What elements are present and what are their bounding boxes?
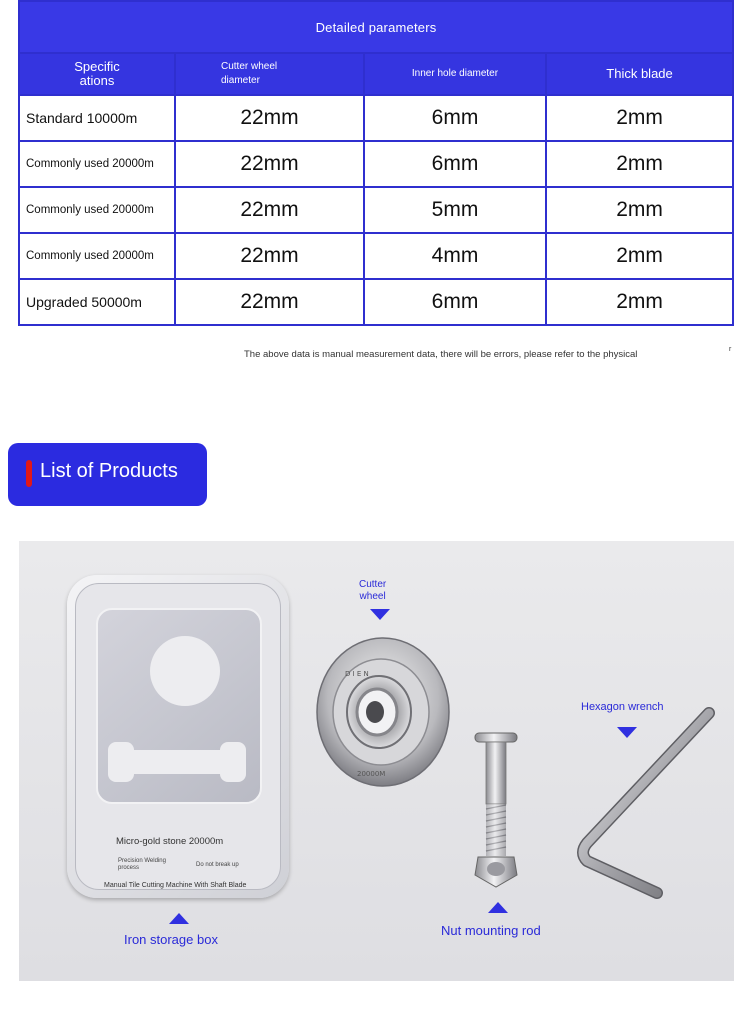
measurement-note: The above data is manual measurement data, there will be errors, please refer to the physical: [244, 349, 638, 360]
products-panel: [19, 541, 734, 981]
table-title-row: [19, 1, 733, 53]
cell-spec: Commonly used 20000m: [19, 187, 175, 233]
cell-hole-diameter: 6mm: [364, 141, 546, 187]
triangle-down-icon: [370, 609, 390, 620]
nut-mounting-rod-image: [471, 729, 521, 893]
wheel-number: 20000M: [357, 770, 386, 778]
box-label-right: Do not break up: [196, 862, 239, 868]
cell-spec: Upgraded 50000m: [19, 279, 175, 325]
cell-wheel-diameter: 22mm: [175, 141, 364, 187]
storage-box-window: [96, 608, 262, 804]
box-label-main: Micro-gold stone 20000m: [116, 836, 224, 847]
table-title: Detailed parameters: [19, 1, 733, 53]
cell-hole-diameter: 6mm: [364, 279, 546, 325]
wrench-caption: Hexagon wrench: [581, 701, 664, 713]
table-header-row: [19, 53, 733, 95]
header-thick-blade: Thick blade: [546, 53, 733, 95]
heading-marker: [26, 460, 32, 487]
hexagon-wrench-image: [577, 701, 717, 901]
box-label-left: Precision Welding process: [118, 858, 166, 871]
table-row: [19, 279, 733, 325]
cell-blade-thickness: 2mm: [546, 279, 733, 325]
wheel-caption: Cutter wheel: [359, 579, 387, 602]
cell-hole-diameter: 4mm: [364, 233, 546, 279]
triangle-up-icon: [488, 902, 508, 913]
cell-spec: Commonly used 20000m: [19, 141, 175, 187]
products-heading: List of Products: [40, 460, 178, 482]
table-row: [19, 95, 733, 141]
cell-wheel-diameter: 22mm: [175, 233, 364, 279]
storage-box-lid: [75, 583, 281, 890]
rod-slot: [112, 750, 242, 774]
cell-blade-thickness: 2mm: [546, 141, 733, 187]
cell-spec: Commonly used 20000m: [19, 233, 175, 279]
wheel-engraving: D I E N: [345, 670, 369, 678]
storage-box-image: [67, 575, 289, 898]
header-specifications: Specific ations: [19, 53, 175, 95]
parameters-table: [18, 0, 734, 326]
note-mark: r: [729, 346, 732, 353]
table-row: [19, 187, 733, 233]
box-label-bottom: Manual Tile Cutting Machine With Shaft Blade: [104, 882, 247, 889]
table-row: [19, 141, 733, 187]
cell-wheel-diameter: 22mm: [175, 279, 364, 325]
wheel-slot: [150, 636, 220, 706]
cell-wheel-diameter: 22mm: [175, 95, 364, 141]
cell-blade-thickness: 2mm: [546, 95, 733, 141]
cell-hole-diameter: 6mm: [364, 95, 546, 141]
cell-blade-thickness: 2mm: [546, 187, 733, 233]
rod-caption: Nut mounting rod: [441, 923, 541, 938]
header-inner-hole-diameter: Inner hole diameter: [364, 53, 546, 95]
table-row: [19, 233, 733, 279]
cutter-wheel-image: [315, 636, 455, 788]
cell-hole-diameter: 5mm: [364, 187, 546, 233]
header-cutter-wheel-diameter: Cutter wheel diameter: [175, 53, 364, 95]
cell-spec: Standard 10000m: [19, 95, 175, 141]
products-heading-badge: [8, 443, 207, 506]
cell-blade-thickness: 2mm: [546, 233, 733, 279]
box-caption: Iron storage box: [124, 932, 218, 947]
triangle-up-icon: [169, 913, 189, 924]
cell-wheel-diameter: 22mm: [175, 187, 364, 233]
